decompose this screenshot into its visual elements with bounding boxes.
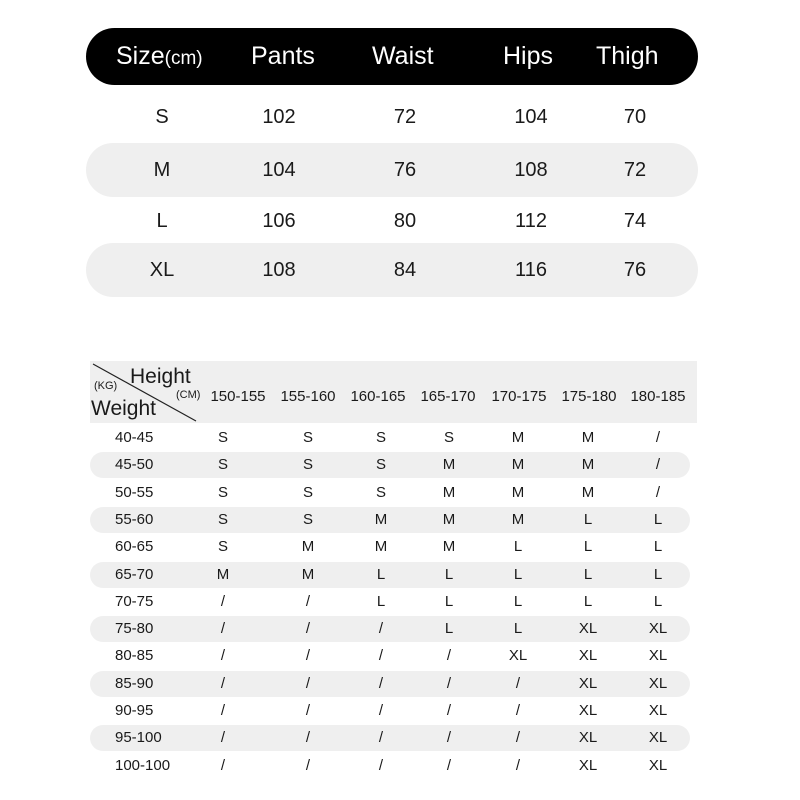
- size-recommendation-cell: XL: [578, 620, 598, 638]
- size-recommendation-cell: M: [581, 429, 595, 446]
- size-recommendation-cell: /: [446, 729, 452, 747]
- fit-table-row: [90, 698, 690, 724]
- size-recommendation-cell: L: [513, 592, 523, 610]
- size-recommendation-cell: M: [442, 510, 456, 528]
- height-range-header: 165-170: [420, 388, 476, 405]
- size-recommendation-cell: XL: [648, 647, 668, 665]
- size-recommendation-cell: S: [217, 429, 229, 446]
- size-recommendation-cell: /: [655, 429, 661, 446]
- fit-table-row: [90, 725, 690, 751]
- size-recommendation-cell: XL: [578, 702, 598, 719]
- size-recommendation-cell: /: [446, 756, 452, 774]
- size-recommendation-cell: XL: [578, 729, 598, 747]
- fit-table-row: [90, 534, 690, 560]
- size-recommendation-cell: /: [220, 729, 226, 747]
- size-recommendation-cell: L: [513, 620, 523, 638]
- weight-range-cell: 55-60: [115, 510, 154, 528]
- size-recommendation-cell: L: [653, 565, 663, 583]
- size-recommendation-cell: XL: [648, 729, 668, 747]
- size-recommendation-cell: /: [378, 756, 384, 774]
- weight-range-cell: 50-55: [115, 483, 154, 501]
- size-recommendation-cell: S: [302, 429, 314, 446]
- size-recommendation-cell: /: [220, 674, 226, 692]
- size-recommendation-cell: S: [217, 483, 229, 501]
- cell-hips: 112: [515, 210, 547, 232]
- header-size: [116, 28, 203, 85]
- size-recommendation-cell: XL: [648, 674, 668, 692]
- weight-range-cell: 100-100: [115, 756, 171, 774]
- size-recommendation-cell: L: [653, 538, 663, 556]
- size-recommendation-cell: /: [305, 620, 311, 638]
- weight-range-cell: 75-80: [115, 620, 154, 638]
- size-recommendation-cell: L: [583, 538, 593, 556]
- fit-table-row: [90, 616, 690, 642]
- size-recommendation-cell: /: [220, 702, 226, 719]
- weight-range-cell: 40-45: [115, 429, 154, 446]
- size-recommendation-cell: S: [217, 538, 229, 556]
- weight-range-cell: 85-90: [115, 674, 154, 692]
- cell-pants: 104: [262, 159, 296, 181]
- size-recommendation-cell: /: [305, 674, 311, 692]
- size-row: [86, 143, 698, 197]
- size-recommendation-cell: /: [515, 674, 521, 692]
- size-recommendation-cell: /: [515, 729, 521, 747]
- cell-hips: 108: [514, 159, 548, 181]
- size-recommendation-cell: /: [655, 483, 661, 501]
- header-hips: Hips: [503, 42, 554, 70]
- size-recommendation-cell: M: [301, 565, 315, 583]
- cell-waist: 76: [393, 159, 417, 181]
- weight-range-cell: 95-100: [115, 729, 162, 747]
- header-waist: Waist: [372, 42, 434, 70]
- size-recommendation-cell: L: [583, 565, 593, 583]
- size-recommendation-cell: /: [655, 456, 661, 474]
- size-recommendation-cell: /: [305, 756, 311, 774]
- weight-range-cell: 70-75: [115, 592, 154, 610]
- corner-height-unit: (CM): [176, 389, 201, 401]
- size-recommendation-cell: XL: [578, 674, 598, 692]
- cell-waist: 84: [393, 259, 417, 281]
- size-recommendation-cell: /: [515, 756, 521, 774]
- size-recommendation-cell: /: [378, 620, 384, 638]
- weight-range-cell: 90-95: [115, 702, 154, 719]
- fit-table-row: [90, 480, 690, 506]
- size-recommendation-cell: /: [378, 702, 384, 719]
- cell-thigh: 72: [623, 159, 647, 181]
- size-row: [86, 194, 698, 248]
- size-recommendation-cell: /: [446, 674, 452, 692]
- size-recommendation-cell: M: [511, 429, 525, 446]
- cell-thigh: 70: [623, 106, 647, 128]
- size-recommendation-cell: L: [376, 592, 386, 610]
- cell-pants: 108: [262, 259, 296, 281]
- size-recommendation-cell: XL: [648, 756, 668, 774]
- size-recommendation-cell: /: [305, 647, 311, 665]
- cell-thigh: 74: [623, 210, 647, 232]
- size-recommendation-cell: M: [301, 538, 315, 556]
- size-table-header: [86, 28, 698, 85]
- header-thigh: Thigh: [596, 42, 659, 70]
- size-recommendation-cell: L: [653, 510, 663, 528]
- size-recommendation-cell: L: [444, 592, 454, 610]
- size-recommendation-cell: /: [446, 702, 452, 719]
- size-recommendation-cell: L: [653, 592, 663, 610]
- size-recommendation-cell: /: [220, 756, 226, 774]
- size-recommendation-cell: M: [581, 483, 595, 501]
- size-row: [86, 243, 698, 297]
- cell-hips: 116: [515, 259, 547, 281]
- fit-table-row: [90, 562, 690, 588]
- size-recommendation-cell: M: [442, 483, 456, 501]
- size-recommendation-cell: S: [443, 429, 455, 446]
- size-recommendation-cell: L: [583, 592, 593, 610]
- size-recommendation-cell: L: [444, 565, 454, 583]
- corner-weight-unit: (KG): [94, 380, 118, 392]
- size-recommendation-cell: XL: [578, 756, 598, 774]
- weight-range-cell: 60-65: [115, 538, 154, 556]
- size-recommendation-cell: /: [378, 674, 384, 692]
- cell-size: M: [153, 159, 171, 181]
- size-recommendation-cell: S: [302, 510, 314, 528]
- size-recommendation-cell: /: [220, 647, 226, 665]
- height-range-header: 180-185: [630, 388, 686, 405]
- header-pants: Pants: [251, 42, 315, 70]
- size-recommendation-cell: M: [374, 510, 388, 528]
- size-recommendation-cell: /: [515, 702, 521, 719]
- height-range-header: 170-175: [491, 388, 547, 405]
- fit-table-row: [90, 589, 690, 615]
- size-recommendation-cell: /: [378, 729, 384, 747]
- size-recommendation-cell: M: [581, 456, 595, 474]
- cell-size: XL: [149, 259, 175, 281]
- header-size-unit: (cm): [164, 48, 203, 69]
- height-range-header: 150-155: [210, 388, 266, 405]
- size-recommendation-cell: M: [442, 456, 456, 474]
- fit-table-row: [90, 753, 690, 779]
- fit-table-row: [90, 425, 690, 451]
- cell-thigh: 76: [623, 259, 647, 281]
- height-range-header: 160-165: [350, 388, 406, 405]
- size-recommendation-cell: S: [217, 510, 229, 528]
- size-recommendation-cell: /: [220, 592, 226, 610]
- size-recommendation-cell: L: [376, 565, 386, 583]
- size-recommendation-cell: /: [305, 702, 311, 719]
- header-size-label: Size: [116, 42, 165, 70]
- size-recommendation-cell: /: [378, 647, 384, 665]
- size-recommendation-cell: S: [375, 483, 387, 501]
- cell-pants: 106: [262, 210, 296, 232]
- size-recommendation-cell: XL: [578, 647, 598, 665]
- size-recommendation-cell: /: [446, 647, 452, 665]
- size-recommendation-cell: /: [220, 620, 226, 638]
- cell-pants: 102: [262, 106, 296, 128]
- size-recommendation-cell: XL: [648, 620, 668, 638]
- corner-height-label: Height: [130, 365, 191, 388]
- size-recommendation-cell: XL: [508, 647, 528, 665]
- height-range-header: 175-180: [561, 388, 617, 405]
- cell-size: L: [156, 210, 168, 232]
- cell-waist: 80: [393, 210, 417, 232]
- size-recommendation-cell: M: [216, 565, 230, 583]
- corner-weight-label: Weight: [91, 397, 156, 420]
- size-recommendation-cell: S: [302, 483, 314, 501]
- size-recommendation-cell: L: [513, 565, 523, 583]
- size-recommendation-cell: /: [305, 592, 311, 610]
- size-row: [86, 90, 698, 144]
- cell-size: S: [155, 106, 169, 128]
- fit-table-row: [90, 643, 690, 669]
- fit-table-row: [90, 671, 690, 697]
- size-recommendation-cell: XL: [648, 702, 668, 719]
- cell-hips: 104: [514, 106, 548, 128]
- size-recommendation-cell: M: [511, 510, 525, 528]
- fit-table-header: [90, 361, 697, 423]
- size-recommendation-cell: M: [442, 538, 456, 556]
- size-recommendation-cell: /: [305, 729, 311, 747]
- size-recommendation-cell: S: [375, 429, 387, 446]
- size-recommendation-cell: L: [444, 620, 454, 638]
- size-recommendation-cell: S: [375, 456, 387, 474]
- size-recommendation-cell: S: [217, 456, 229, 474]
- weight-range-cell: 80-85: [115, 647, 154, 665]
- size-recommendation-cell: M: [374, 538, 388, 556]
- size-recommendation-cell: L: [513, 538, 523, 556]
- cell-waist: 72: [393, 106, 417, 128]
- fit-table-row: [90, 452, 690, 478]
- size-recommendation-cell: M: [511, 483, 525, 501]
- size-recommendation-cell: M: [511, 456, 525, 474]
- size-recommendation-cell: S: [302, 456, 314, 474]
- weight-range-cell: 65-70: [115, 565, 154, 583]
- size-recommendation-cell: L: [583, 510, 593, 528]
- weight-range-cell: 45-50: [115, 456, 154, 474]
- height-range-header: 155-160: [280, 388, 336, 405]
- fit-table-row: [90, 507, 690, 533]
